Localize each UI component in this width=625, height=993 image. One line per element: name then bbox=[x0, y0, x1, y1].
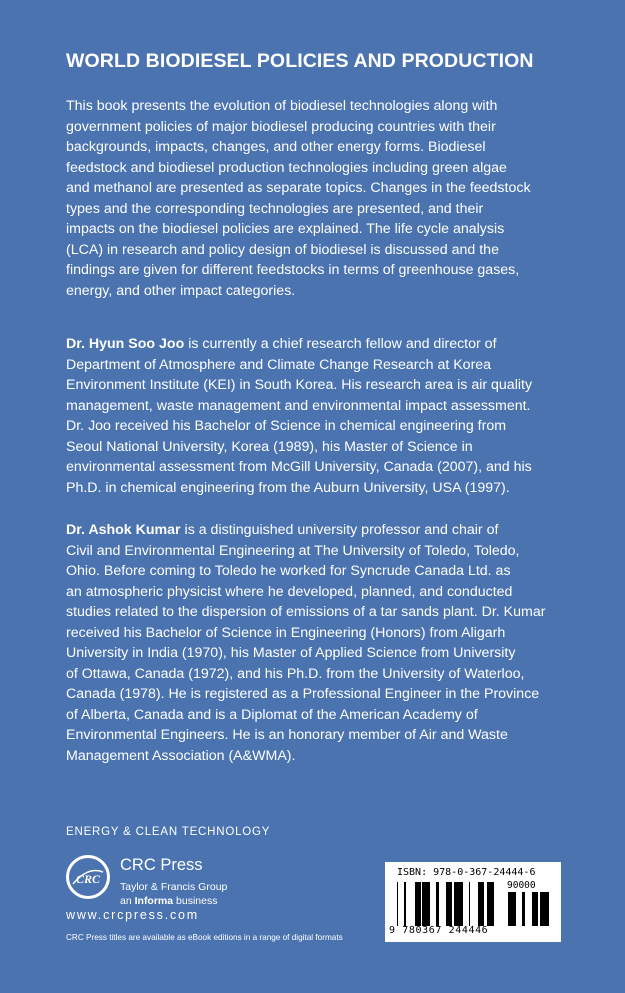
publisher-url[interactable]: www.crcpress.com bbox=[66, 908, 199, 922]
publisher-name: CRC Press bbox=[120, 856, 203, 874]
ebook-note: CRC Press titles are available as eBook editions in a range of digital formats bbox=[66, 933, 343, 942]
author-bio-joo: Dr. Hyun Soo Joo is currently a chief research fellow and director of Department of Atmosphere and Climate Change Research at Korea Environment Institute (KEI) in South Korea. His research area is air quality management, waste management and environmental impact assessment. Dr. Joo received his Bachelor of Science in chemical engineering from Seoul National University, Korea (1989), his Master of Science in environmental assessment from McGill University, Canada (2007), and his Ph.D. in chemical engineering from the Auburn University, USA (1997). bbox=[66, 336, 533, 496]
author-name: Dr. Ashok Kumar bbox=[66, 522, 181, 538]
price-barcode-icon bbox=[507, 892, 551, 926]
barcode-digits: 9 780367 244446 bbox=[389, 925, 489, 936]
isbn-text: ISBN: 978-0-367-24444-6 bbox=[397, 867, 536, 878]
author-name: Dr. Hyun Soo Joo bbox=[66, 336, 185, 352]
barcode-bars-icon bbox=[397, 882, 501, 926]
author-bio-kumar: Dr. Ashok Kumar is a distinguished university professor and chair of Civil and Environmental Engineering at The University of Toledo, Toledo, Ohio. Before coming to Toledo he worked for Syncrude Canada Ltd. as an atmospheric physicist where he developed, planned, and conducted studies related to the dispersion of emissions of a tar sands plant. Dr. Kumar received his Bachelor of Science in Engineering (Honors) from Aligarh University in India (1970), his Master of Applied Science from University of Ottawa, Canada (1972), and his Ph.D. from the University of Waterloo, Canada (1978). He is registered as a Professional Engineer in the Province of Alberta, Canada and is a Diplomat of the American Academy of Environmental Engineers. He is an honorary member of Air and Waste Management Association (A&WMA). bbox=[66, 522, 546, 764]
subject-category: ENERGY & CLEAN TECHNOLOGY bbox=[66, 826, 271, 838]
isbn-barcode bbox=[385, 862, 561, 942]
price-code: 90000 bbox=[507, 880, 536, 891]
book-title: WORLD BIODIESEL POLICIES AND PRODUCTION bbox=[66, 50, 534, 72]
publisher-group: Taylor & Francis Group bbox=[120, 881, 228, 893]
crc-logo-icon bbox=[66, 855, 110, 899]
svg-text:CRC: CRC bbox=[75, 872, 101, 886]
publisher-business: an Informa business bbox=[120, 895, 218, 907]
book-description: This book presents the evolution of biodiesel technologies along with government policies of major biodiesel producing countries with their backgrounds, impacts, changes, and other energy forms. Biodiesel feedstock and biodiesel production technologies including green algae and methanol are presented as separate topics. Changes in the feedstock types and the corresponding technologies are presented, and their impacts on the biodiesel policies are explained. The life cycle analysis (LCA) in research and policy design of biodiesel is discussed and the findings are given for different feedstocks in terms of greenhouse gases, energy, and other impact categories. bbox=[66, 98, 531, 299]
